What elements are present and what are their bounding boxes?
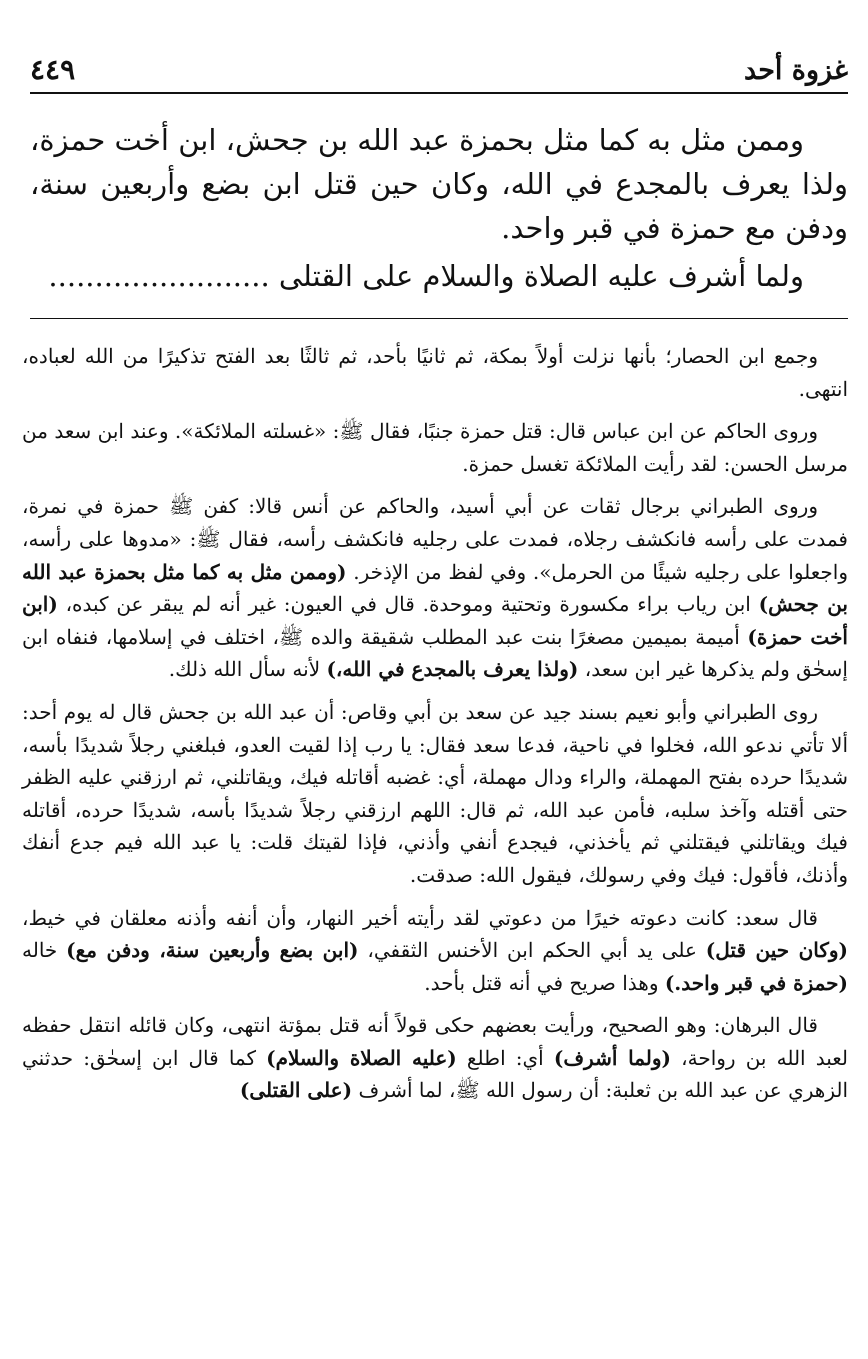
commentary-text: خاله xyxy=(22,938,58,963)
page-number: ٤٤٩ xyxy=(30,53,76,86)
commentary-text: أي: اطلع xyxy=(466,1045,544,1070)
ellipsis-dots: ........................ xyxy=(48,259,270,293)
main-paragraph: وممن مثل به كما مثل بحمزة عبد الله بن جحش، ابن أخت حمزة، ولذا يعرف بالمجدع في الله، وكان حين قتل ابن بضع وأربعين سنة، ودفن مع حمزة في قبر واحد. xyxy=(30,123,848,245)
commentary-paragraph: وجمع ابن الحصار؛ بأنها نزلت أولاً بمكة، ثم ثانيًا بأحد، ثم ثالثًا بعد الفتح تذكيرًا من الله لعباده، انتهى. xyxy=(22,344,848,401)
commentary-text: وروى الطبراني برجال ثقات عن أبي أسيد، والحاكم عن أنس قالا: كفن ﷺ حمزة في نمرة، فمدت على رأسه فانكشف رجلاه، فمدت على رجليه فانكشف رأسه، فقال ﷺ: «مدوها على رأسه، واجعلوا على رجليه شيئًا من الحرمل». وفي لفظ من الإذخر. xyxy=(22,494,848,584)
footnote-separator xyxy=(30,318,848,319)
quoted-text: (وكان حين قتل) xyxy=(705,938,849,963)
main-paragraph xyxy=(30,254,848,298)
commentary-text: لأنه سأل الله ذلك. xyxy=(168,657,321,682)
commentary-text: وهذا صريح في أنه قتل بأحد. xyxy=(424,970,659,995)
commentary-text: على يد أبي الحكم ابن الأخنس الثقفي، xyxy=(367,938,697,963)
quoted-text: (على القتلى) xyxy=(239,1078,353,1103)
commentary-text: كما قال ابن إسحٰق: حدثني الزهري عن عبد الله بن ثعلبة: أن رسول الله ﷺ، لما أشرف xyxy=(22,1045,848,1103)
quoted-text: (ولذا يعرف بالمجدع في الله،) xyxy=(326,657,579,682)
page-header xyxy=(30,48,848,94)
quoted-text: (عليه الصلاة والسلام) xyxy=(266,1045,457,1070)
commentary-paragraph xyxy=(22,1009,848,1107)
commentary xyxy=(22,340,848,1107)
commentary-paragraph xyxy=(22,490,848,686)
commentary-paragraph: روى الطبراني وأبو نعيم بسند جيد عن سعد بن أبي وقاص: أن عبد الله بن جحش قال له يوم أحد: ألا تأتي ندعو الله، فخلوا في ناحية، فدعا سعد فقال: يا رب إذا لقيت العدو، فبلغني رجلاً شديدًا بأسه، شديدًا حرده بفتح المهملة، والراء ودال مهملة، أي: غضبه أقاتله فيك، ويقاتلني، ثم ارزقني عليه الظفر حتى أقتله وآخذ سلبه، فأمن عبد الله، ثم قال: اللهم ارزقني رجلاً شديدًا بأسه، شديدًا حرده، أقاتله فيك ويقاتلني فيقتلني ثم يأخذني، فيجدع أنفي وأذني، فإذا لقيتك قلت: يا عبد الله فيم جدع أنفك وأذنك، فأقول: فيك وفي رسولك، فيقول الله: صدقت. xyxy=(22,699,848,887)
quoted-text: (حمزة في قبر واحد.) xyxy=(664,970,848,995)
commentary-text: قال البرهان: وهو الصحيح، ورأيت بعضهم حكى قولاً أنه قتل بمؤتة انتهى، وكان قائله انتقل حفظه لعبد الله بن رواحة، xyxy=(22,1013,849,1070)
commentary-text: ابن رياب براء مكسورة وتحتية وموحدة. قال في العيون: غير أنه لم يبقر عن كبده، xyxy=(65,592,751,617)
commentary-paragraph xyxy=(22,902,848,1000)
quoted-text: (ابن بضع وأربعين سنة، ودفن مع) xyxy=(66,938,359,963)
commentary-paragraph: وروى الحاكم عن ابن عباس قال: قتل حمزة جنبًا، فقال ﷺ: «غسلته الملائكة». وعند ابن سعد من مرسل الحسن: لقد رأيت الملائكة تغسل حمزة. xyxy=(22,419,848,476)
main-text xyxy=(30,118,848,298)
quoted-text: (ولما أشرف) xyxy=(553,1045,672,1070)
chapter-title: غزوة أحد xyxy=(744,55,848,86)
commentary-text: أميمة بميمين مصغرًا بنت عبد المطلب شقيقة والده ﷺ، اختلف في إسلامها، فنفاه ابن إسحٰق ولم يذكرها غير ابن سعد، xyxy=(22,624,848,682)
main-line: ولما أشرف عليه الصلاة والسلام على القتلى xyxy=(278,259,804,293)
quoted-text: (وممن مثل به كما مثل بحمزة عبد الله بن جحش) xyxy=(22,559,848,617)
quoted-text: (ابن أخت حمزة) xyxy=(22,592,848,649)
commentary-text: قال سعد: كانت دعوته خيرًا من دعوتي لقد رأيته أخير النهار، وأن أنفه وأذنه معلقان في خيط، xyxy=(22,905,818,930)
